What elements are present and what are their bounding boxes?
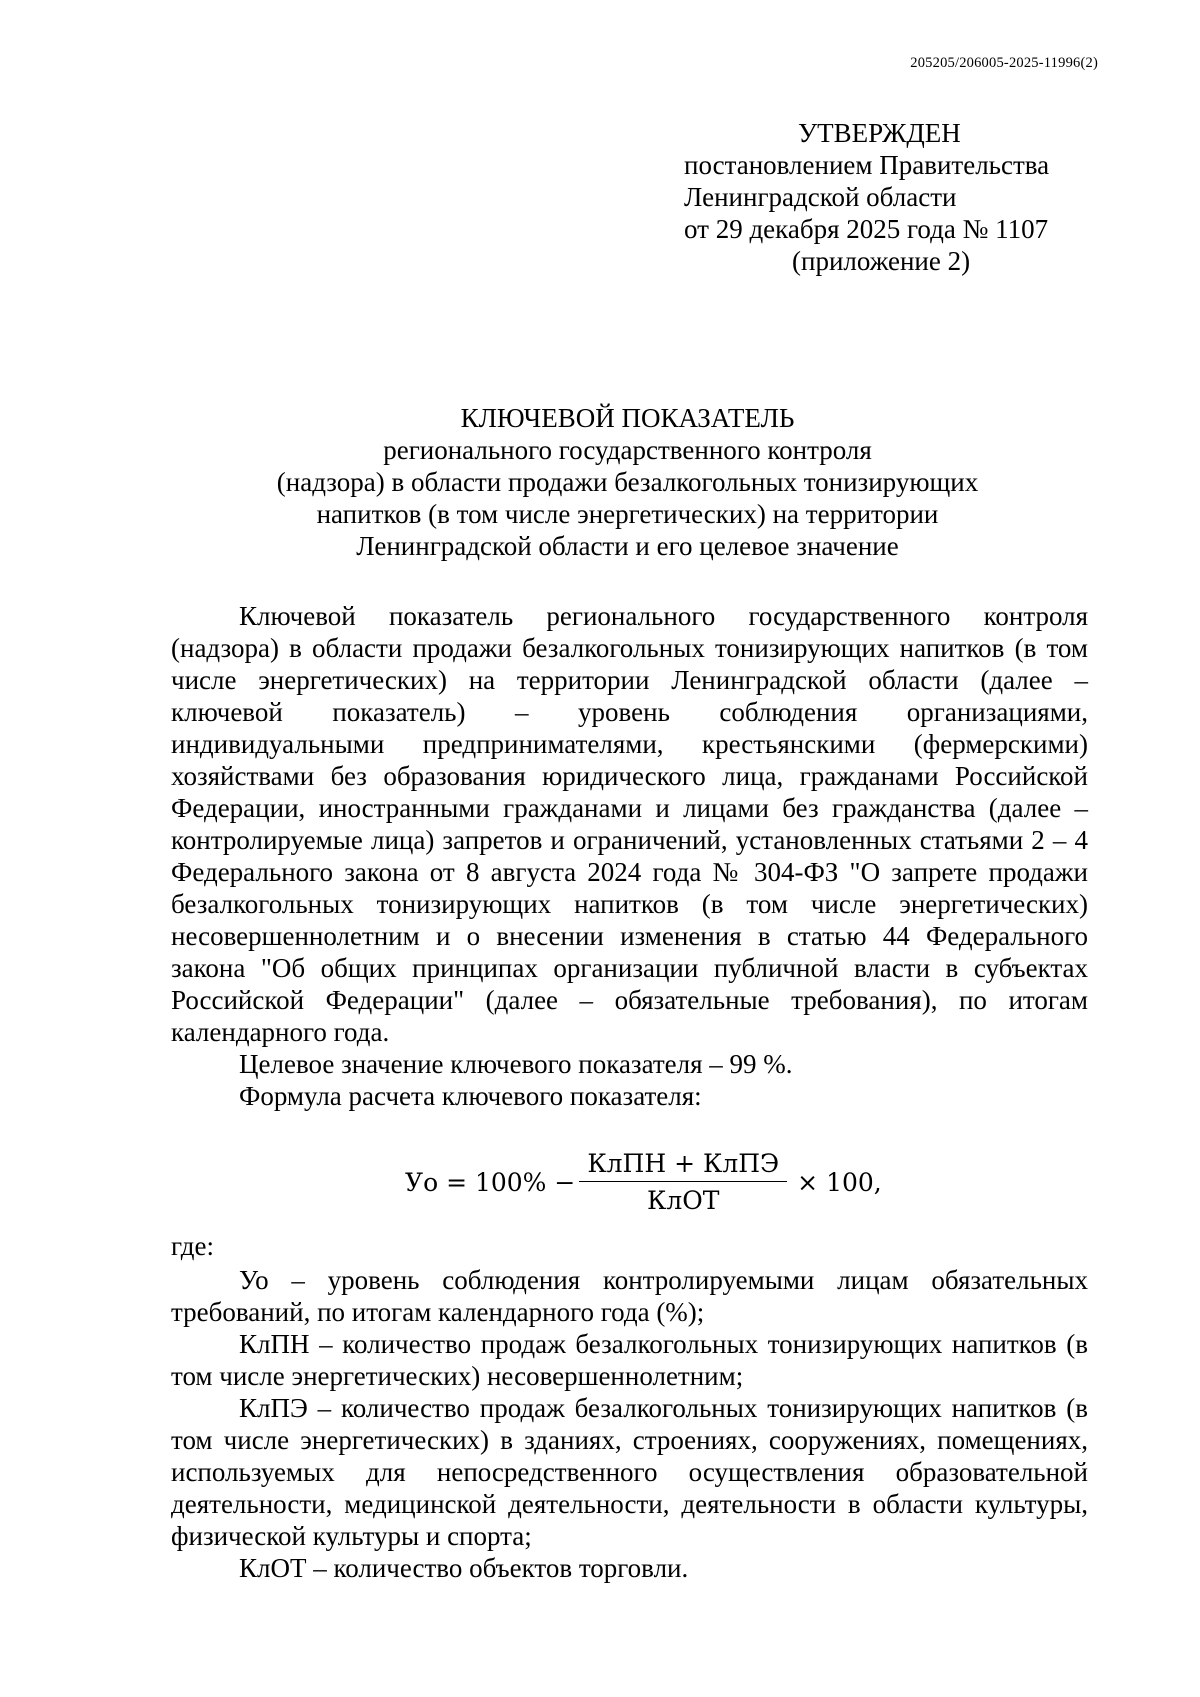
approval-annex: (приложение 2) [792,246,971,276]
title-line-4: Ленинградской области и его целевое значение [356,531,899,561]
title-line-1: регионального государственного контроля [383,435,872,465]
approval-line-2: Ленинградской области [684,182,957,212]
approval-line-3: от 29 декабря 2025 года № 1107 [684,214,1049,244]
document-registration-number: 205205/206005-2025-11996(2) [910,55,1098,71]
where-label: где: [171,1231,214,1261]
definition-klpe: КлПЭ – количество продаж безалкогольных тонизирующих напитков (в том числе энергетических) в зданиях, строениях, сооружениях, помещениях, используемых для непосредственного осуществления образовательной деятельности, медицинской деятельности, деятельности в области культуры, физической культуры и спорта; [171,1393,1088,1551]
paragraph-definition: Ключевой показатель регионального государственного контроля (надзора) в области продажи безалкогольных тонизирующих напитков (в том числе энергетических) на территории Ленинградской области (далее – ключевой показатель) – уровень соблюдения организациями, индивидуальными предпринимателями, крестьянскими (фермерскими) хозяйствами без образования юридического лица, гражданами Российской Федерации, иностранными гражданами и лицами без гражданства (далее – контролируемые лица) запретов и ограничений, установленных статьями 2 – 4 Федерального закона от 8 августа 2024 года № 304-ФЗ "О запрете продажи безалкогольных тонизирующих напитков (в том числе энергетических) несовершеннолетним и о внесении изменения в статью 44 Федерального закона "Об общих принципах организации публичной власти в субъектах Российской Федерации" (далее – обязательные требования), по итогам календарного года. [171,601,1088,1047]
title-main: КЛЮЧЕВОЙ ПОКАЗАТЕЛЬ [460,403,795,433]
paragraph-target-value: Целевое значение ключевого показателя – 99 %. [239,1049,793,1079]
formula-rhs: × 100, [797,1167,882,1197]
title-line-2: (надзора) в области продажи безалкогольных тонизирующих [276,467,979,497]
definition-uo: Уо – уровень соблюдения контролируемыми лицам обязательных требований, по итогам календарного года (%); [171,1265,1088,1327]
formula-denominator: КлОТ [647,1186,720,1215]
approval-heading: УТВЕРЖДЕН [798,118,961,148]
body-text [171,600,1088,1112]
formula-fraction [579,1149,787,1215]
formula-lhs: Уо = 100% − [405,1167,576,1197]
approval-line-1: постановлением Правительства [684,150,1050,180]
approval-block [684,117,1124,277]
paragraph-formula-intro: Формула расчета ключевого показателя: [239,1081,702,1111]
document-title [0,402,1200,562]
title-line-3: напитков (в том числе энергетических) на территории [316,499,939,529]
definition-klot: КлОТ – количество объектов торговли. [239,1553,689,1583]
definition-klpn: КлПН – количество продаж безалкогольных тонизирующих напитков (в том числе энергетических) несовершеннолетним; [171,1329,1088,1391]
formula-numerator: КлПН + КлПЭ [579,1149,787,1182]
definitions-list [171,1264,1088,1584]
formula [405,1149,882,1215]
